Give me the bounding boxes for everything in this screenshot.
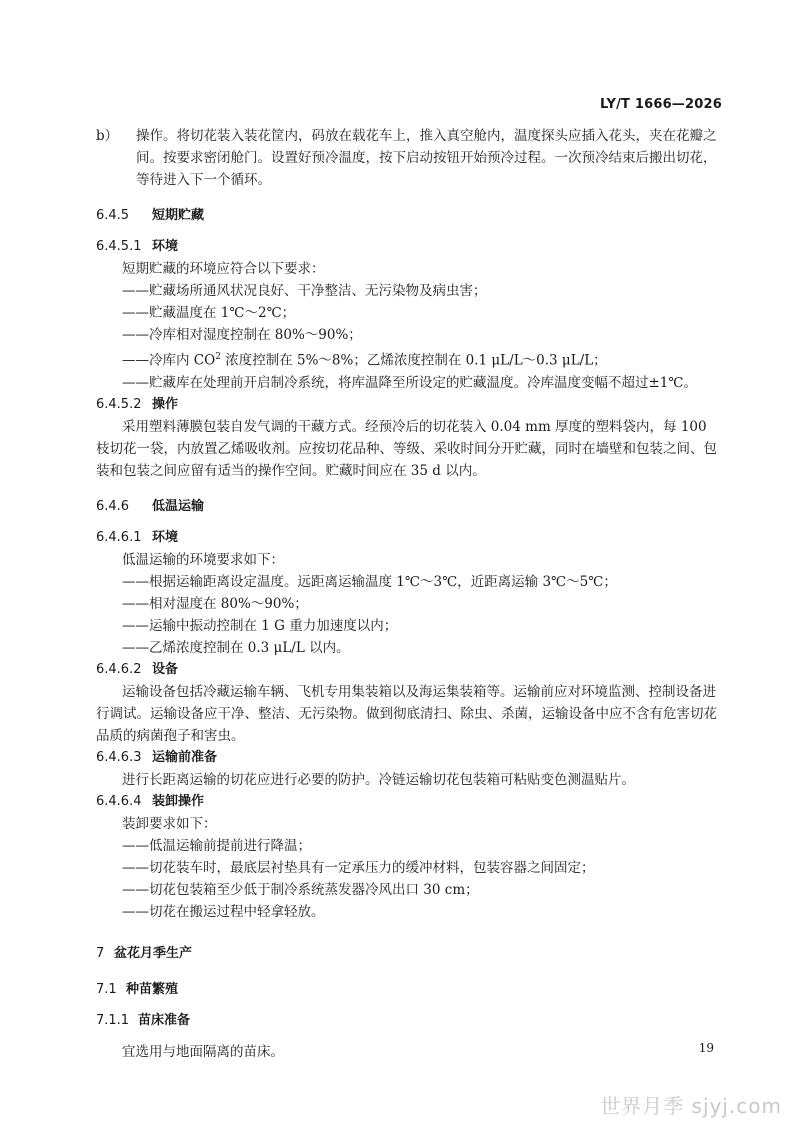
section-title: 设备 xyxy=(152,661,179,677)
section-number: 7 xyxy=(96,945,105,961)
document-body xyxy=(96,125,724,1063)
heading-6-4-6-3 xyxy=(96,747,724,769)
list-item: ——冷库相对湿度控制在 80%～90%； xyxy=(122,327,362,343)
section-title: 操作 xyxy=(152,396,179,412)
section-number: 6.4.6.2 xyxy=(96,661,142,677)
list-item: ——贮藏温度在 1℃～2℃； xyxy=(122,305,296,321)
list-item: ——切花装车时，最底层衬垫具有一定承压力的缓冲材料，包装容器之间固定； xyxy=(122,859,595,876)
item-text: 操作。将切花装入装花筐内，码放在载花车上，推入真空舱内，温度探头应插入花头，夹在花瓣之间。按要求密闭舱门。设置好预冷温度，按下启动按钮开始预冷过程。一次预冷结束后搬出切花，等待进入下一个循环。 xyxy=(136,128,717,188)
paragraph: 装卸要求如下： xyxy=(122,815,217,832)
list-item: ——低温运输前提前进行降温； xyxy=(122,837,311,854)
section-title: 装卸操作 xyxy=(152,793,205,809)
list-item: ——根据运输距离设定温度。远距离运输温度 1℃～3℃，近距离运输 3℃～5℃； xyxy=(122,573,617,590)
heading-6-4-5-1 xyxy=(96,236,724,258)
section-number: 6.4.6 xyxy=(96,498,130,514)
paragraph: 低温运输的环境要求如下： xyxy=(122,551,284,568)
section-title: 盆花月季生产 xyxy=(114,945,193,961)
superscript: 2 xyxy=(215,352,221,362)
page-number: 19 xyxy=(698,1041,714,1055)
list-item: ——切花在搬运过程中轻拿轻放。 xyxy=(122,903,325,920)
list-item: ——相对湿度在 80%～90%； xyxy=(122,595,308,612)
section-number: 7.1.1 xyxy=(96,1012,130,1028)
section-title: 环境 xyxy=(152,529,179,545)
heading-7-1 xyxy=(96,979,724,1001)
heading-6-4-5-2 xyxy=(96,394,724,416)
section-number: 6.4.5.2 xyxy=(96,396,142,412)
heading-6-4-5 xyxy=(96,205,724,227)
heading-6-4-6 xyxy=(96,496,724,518)
section-title: 低温运输 xyxy=(152,498,205,514)
standard-number: LY/T 1666—2026 xyxy=(600,97,722,112)
paragraph: 短期贮藏的环境应符合以下要求： xyxy=(122,261,325,277)
section-number: 6.4.6.4 xyxy=(96,793,142,809)
section-number: 6.4.5.1 xyxy=(96,239,142,254)
list-text: 浓度控制在 5%～8%；乙烯浓度控制在 0.1 μL/L～0.3 μL/L； xyxy=(220,352,607,369)
list-item: ——切花包装箱至少低于制冷系统蒸发器冷风出口 30 cm； xyxy=(122,881,479,898)
section-number: 7.1 xyxy=(96,981,117,997)
heading-7-1-1 xyxy=(96,1010,724,1032)
section-title: 苗床准备 xyxy=(138,1012,191,1028)
list-item: ——贮藏场所通风状况良好、干净整洁、无污染物及病虫害； xyxy=(122,283,487,299)
list-item: ——运输中振动控制在 1 G 重力加速度以内； xyxy=(122,617,398,634)
heading-7 xyxy=(96,943,724,965)
heading-6-4-6-2 xyxy=(96,659,724,681)
section-number: 6.4.6.3 xyxy=(96,749,142,765)
watermark: 世界月季 sjyj.com xyxy=(600,1094,782,1118)
section-number: 6.4.5 xyxy=(96,208,130,223)
section-number: 6.4.6.1 xyxy=(96,529,142,545)
list-item-co2 xyxy=(96,346,724,372)
heading-6-4-6-4 xyxy=(96,791,724,813)
section-title: 环境 xyxy=(152,239,179,254)
list-text: ——冷库内 CO xyxy=(122,352,216,369)
heading-6-4-6-1 xyxy=(96,527,724,549)
section-title: 种苗繁殖 xyxy=(126,981,179,997)
paragraph: 宜选用与地面隔离的苗床。 xyxy=(122,1043,284,1060)
section-title: 短期贮藏 xyxy=(152,208,205,223)
item-label: b） xyxy=(96,128,119,144)
list-item: ——贮藏库在处理前开启制冷系统，将库温降至所设定的贮藏温度。冷库温度变幅不超过±1℃。 xyxy=(122,374,698,391)
list-item-b xyxy=(96,125,724,191)
list-item: ——乙烯浓度控制在 0.3 μL/L 以内。 xyxy=(122,639,350,656)
paragraph: 进行长距离运输的切花应进行必要的防护。冷链运输切花包装箱可粘贴变色测温贴片。 xyxy=(122,771,635,788)
paragraph: 运输设备包括冷藏运输车辆、飞机专用集装箱以及海运集装箱等。运输前应对环境监测、控制设备进行调试。运输设备应干净、整洁、无污染物。做到彻底清扫、除虫、杀菌，运输设备中应不含有危害切花品质的病菌孢子和害虫。 xyxy=(96,683,717,744)
section-title: 运输前准备 xyxy=(152,749,218,765)
paragraph: 采用塑料薄膜包装自发气调的干藏方式。经预冷后的切花装入 0.04 mm 厚度的塑料袋内，每 100 枝切花一袋，内放置乙烯吸收剂。应按切花品种、等级、采收时间分开贮藏，同时在墙壁和包装之间、包装和包装之间应留有适当的操作空间。贮藏时间应在 35 d 以内。 xyxy=(96,418,717,479)
